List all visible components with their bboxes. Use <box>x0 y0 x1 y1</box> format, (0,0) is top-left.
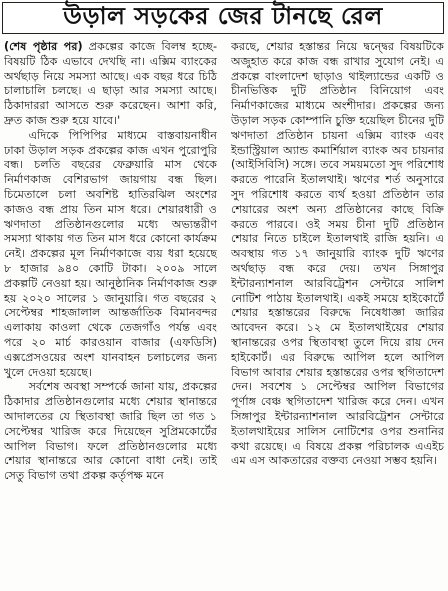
paragraph <box>4 40 217 129</box>
paragraph: করছে, শেয়ার হস্তান্তর নিয়ে দ্বন্দ্বের বিষয়টিকে অজুহাত করে কাজ বন্ধ রাখার সুযোগ নেই। এ প্রকল্পে বাংলাদেশ ছাড়াও থাইল্যান্ডের একটি ও চীনভিত্তিক দুটি প্রতিষ্ঠান বিনিয়োগ এবং নির্মাণকাজের মাধ্যমে অংশীদার। প্রকল্পের জন্য উড়াল সড়ক কোম্পানি চুক্তি হয়েছিল চীনের দুটি ঋণদাতা প্রতিষ্ঠান চায়না এক্সিম ব্যাংক এবং ইন্ডাস্ট্রিয়াল অ্যান্ড কমার্শিয়াল ব্যাংক অব চায়নার (আইসিবিসি) সঙ্গে। তবে সময়মতো সুদ পরিশোধ করতে পারেনি ইতালথাই। ঋণের শর্ত অনুসারে সুদ পরিশোধ করতে ব্যর্থ হওয়া প্রতিষ্ঠান তার শেয়ারের অংশ অন্য প্রতিষ্ঠানের কাছে বিক্রি করতে পারবে। ওই সময় চীনা দুটি প্রতিষ্ঠান শেয়ার নিতে চাইলে ইতালথাই রাজি হয়নি। এ অবস্থায় গত ১৭ জানুয়ারি ব্যাংক দুটি ঋণের অর্থছাড় বন্ধ করে দেয়। তখন সিঙ্গাপুর ইন্টারন্যাশনাল আরবিট্রেশন সেন্টারে সালিশ নোটিশ পাঠায় ইতালথাই। একই সময়ে হাইকোর্টে শেয়ার হস্তান্তরের বিরুদ্ধে নিষেধাজ্ঞা জারির আবেদন করে। ১২ মে ইতালথাইয়ের শেয়ার স্থানান্তরের ওপর স্থিতাবস্থা তুলে দিয়ে রায় দেন হাইকোর্ট। এর বিরুদ্ধে আপিল হলে আপিল বিভাগ আবার শেয়ার হস্তান্তরের ওপর স্থগিতাদেশ দেন। সবশেষ ১ সেপ্টেম্বর আপিল বিভাগের পূর্ণাঙ্গ বেঞ্চ স্থগিতাদেশ খারিজ করে দেন। এখন সিঙ্গাপুর ইন্টারন্যাশনাল আরবিট্রেশন সেন্টারে ইতালথাইয়ের সালিস নোটিশের ওপর শুনানির কথা রয়েছে। এ বিষয়ে প্রকল্প পরিচালক এএইচ এম এস আকতারের বক্তব্য নেওয়া সম্ভব হয়নি। <box>231 40 444 468</box>
headline-box <box>2 2 444 34</box>
paragraph-text: প্রকল্পের কাজে বিলম্ব হচ্ছে- বিষয়টি ঠিক এভাবে দেখছি না। এক্সিম ব্যাংকের অর্থছাড় নিয়ে সমস্যা আছে। এক বছর ধরে চিঠি চালাচালি চলছে। এ ছাড়া আর সমস্যা আছে। ঠিকাদাররা আসতে শুরু করেছেন। আশা করি, দ্রুত কাজ শুরু হয়ে যাবে।' <box>4 40 217 127</box>
paragraph: সর্বশেষ অবস্থা সম্পর্কে জানা যায়, প্রকল্পের ঠিকাদার প্রতিষ্ঠানগুলোর মধ্যে শেয়ার স্থানান্তরে আদালতের যে স্থিতাবস্থা জারি ছিল তা গত ১ সেপ্টেম্বর খারিজ করে দিয়েছেন সুপ্রিমকোর্টের আপিল বিভাগ। ফলে প্রতিষ্ঠানগুলোর মধ্যে শেয়ার স্থানান্তরে আর কোনো বাধা নেই। তাই সেতু বিভাগ তথা প্রকল্প কর্তৃপক্ষ মনে <box>4 380 217 483</box>
article-columns <box>4 40 444 588</box>
paragraph: এদিকে পিপিপির মাধ্যমে বাস্তবায়নাধীন ঢাকা উড়াল সড়ক প্রকল্পের কাজ এখন পুরোপুরি বন্ধ। চলতি বছরের ফেব্রুয়ারি মাস থেকে নির্মাণকাজ বেশিরভাগ জায়গায় বন্ধ ছিল। চিমেতালে চলা অবশিষ্ট হাতিরঝিল অংশের কাজও বন্ধ প্রায় তিন মাস ধরে। শেয়ারধারী ও ঋণদাতা প্রতিষ্ঠানগুলোর মধ্যে অভ্যন্তরীণ সমস্যা থাকায় গত তিন মাস ধরে কোনো কার্যক্রম নেই। প্রকল্পের মূল নির্মাণকাজে ব্যয় ধরা হয়েছে ৮ হাজার ৯৪০ কোটি টাকা। ২০০৯ সালে প্রকল্পটি নেওয়া হয়। আনুষ্ঠানিক নির্মাণকাজ শুরু হয় ২০২০ সালের ১ জানুয়ারি। গত বছরের ২ সেপ্টেম্বর শাহজালাল আন্তর্জাতিক বিমানবন্দর এলাকায় কাওলা থেকে তেজগাঁও পর্যন্ত এবং পরে ২০ মার্চ কারওয়ান বাজার (এফডিসি) এক্সপ্রেসওয়ের অংশ যানবাহন চলাচলের জন্য খুলে দেওয়া হয়েছে। <box>4 128 217 379</box>
headline: উড়াল সড়কের জের টানছে রেল <box>63 2 383 30</box>
continuation-marker: (শেষ পৃষ্ঠার পর) <box>4 40 83 53</box>
column-left <box>4 40 217 588</box>
column-right <box>231 40 444 588</box>
